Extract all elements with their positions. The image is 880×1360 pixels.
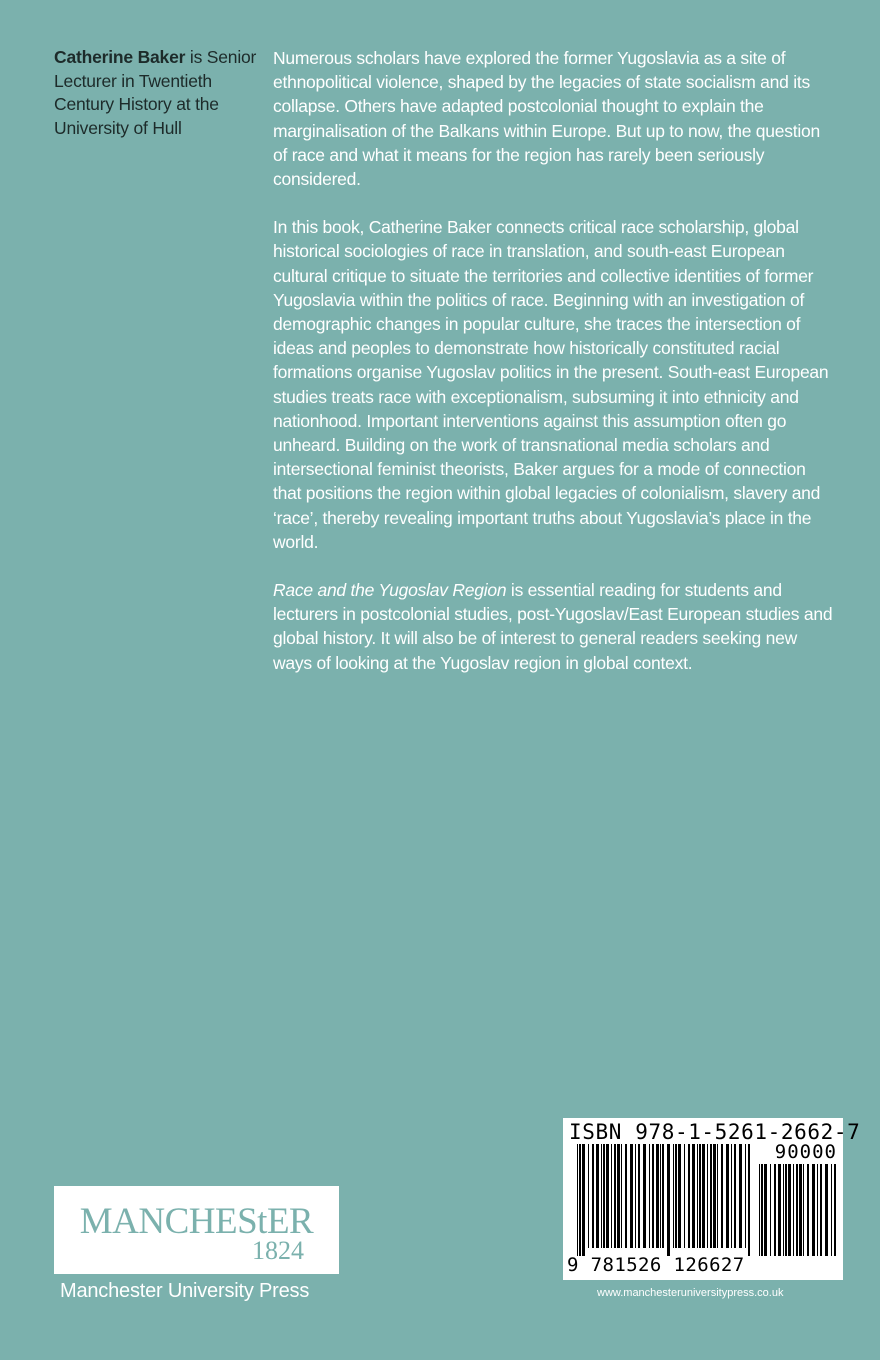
blurb-paragraph-2: In this book, Catherine Baker connects critical race scholarship, global historical sociologies of race in translation, and south-east European cultural critique to situate the territories and collective identities of former Yugoslavia within the politics of race. Beginning with an investigation of demographic changes in popular culture, she traces the intersection of ideas and peoples to demonstrate how historically constituted racial formations organise Yugoslav politics in the present. South-east European studies treats race with exceptionalism, subsuming it into ethnicity and nationhood. Important interventions against this assumption often go unheard. Building on the work of transnational media scholars and intersectional feminist theorists, Baker argues for a mode of connection that positions the region within global legacies of colonialism, slavery and ‘race’, thereby revealing important truths about Yugoslavia’s place in the world. — [273, 217, 829, 552]
author-bio — [54, 46, 259, 140]
publisher-logo — [54, 1186, 339, 1274]
isbn-label: ISBN 978-1-5261-2662-7 — [569, 1120, 861, 1144]
barcode-bars — [577, 1144, 753, 1256]
blurb-paragraph-3-text: is essential reading for students and lecturers in postcolonial studies, post-Yugoslav/East European studies and global history. It will also be of interest to general readers seeking new ways of looking at the Yugoslav region in global context. — [273, 580, 833, 673]
blurb-paragraph-3 — [273, 578, 833, 675]
publisher-name: Manchester University Press — [60, 1280, 310, 1302]
price-code: 90000 — [774, 1141, 837, 1163]
author-bio-text: is Senior Lecturer in Twentieth Century History at the University of Hull — [54, 47, 257, 138]
author-name: Catherine Baker — [54, 47, 186, 67]
publisher-website: www.manchesteruniversitypress.co.uk — [597, 1287, 784, 1299]
back-cover-blurb — [273, 46, 833, 699]
barcode-digits: 9 781526 126627 — [567, 1254, 745, 1276]
blurb-paragraph-1: Numerous scholars have explored the former Yugoslavia as a site of ethnopolitical violence, shaped by the legacies of state socialism and its collapse. Others have adapted postcolonial thought to explain the marginalisation of the Balkans within Europe. But up to now, the question of race and what it means for the region has rarely been seriously considered. — [273, 48, 820, 190]
isbn-barcode — [563, 1118, 861, 1280]
barcode-addon-bars — [759, 1164, 837, 1256]
publisher-logo-wordmark: MANCHEStER — [79, 1201, 314, 1242]
book-title: Race and the Yugoslav Region — [273, 580, 507, 601]
publisher-logo-year: 1824 — [252, 1236, 304, 1265]
